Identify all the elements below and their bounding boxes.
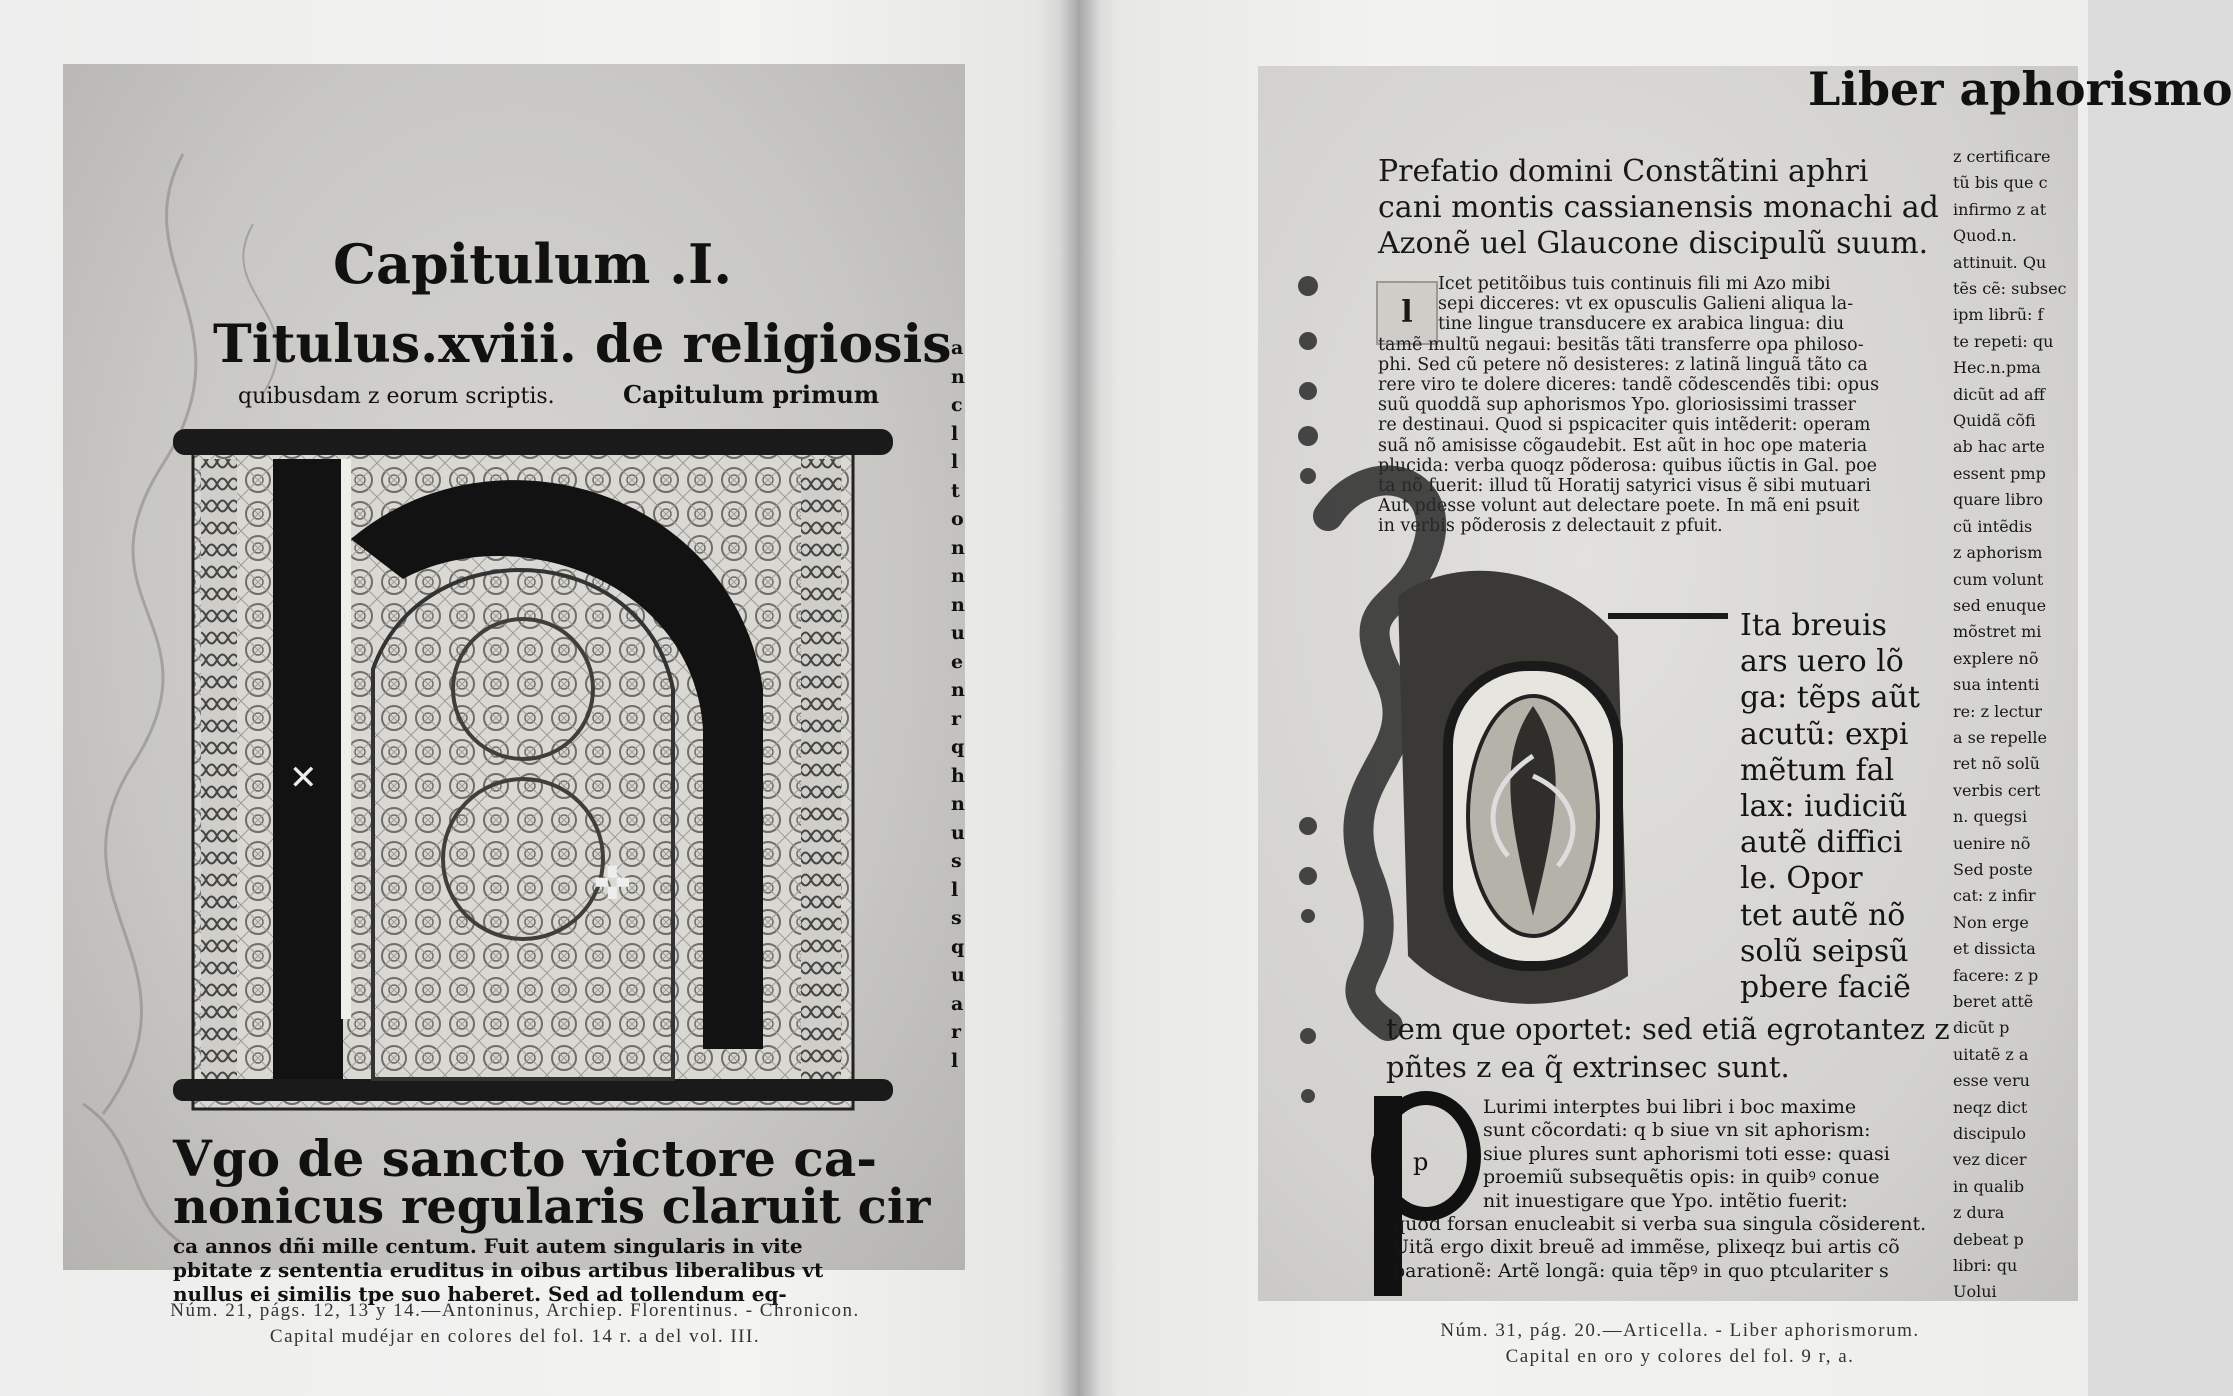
margin-letter: o: [951, 508, 964, 530]
p-line: parationẽ: Artẽ longã: quia tẽpꝰ in quo ptculariter s: [1393, 1259, 1889, 1282]
column-fragment: libri: qu: [1953, 1256, 2018, 1276]
column-fragment: attinuit. Qu: [1953, 252, 2047, 272]
right-text-column: [1740, 608, 1920, 1006]
body-line-3: ca annos dñi mille centum. Fuit autem singularis in vite: [173, 1234, 803, 1258]
margin-letter: a: [951, 992, 964, 1015]
column-fragment: esse veru: [1953, 1071, 2030, 1091]
text-line: phi. Sed cũ petere nõ desisteres: z latinã linguã tãto ca: [1378, 354, 1868, 375]
column-fragment: neqz dict: [1953, 1097, 2028, 1117]
margin-letter: a: [951, 337, 964, 359]
illuminated-capital-h: [173, 429, 893, 1149]
svg-text:✕: ✕: [289, 758, 318, 798]
margin-letter: l: [951, 878, 959, 901]
column-fragment: vez dicer: [1953, 1150, 2027, 1170]
preface-line-2: cani montis cassianensis monachi ad: [1378, 190, 1939, 225]
column-fragment: uenire nõ: [1953, 833, 2031, 853]
left-plate-photograph: [63, 64, 965, 1306]
text-line: Aut pdesse volunt aut delectare poete. In mã eni psuit: [1378, 496, 1860, 517]
column-fragment: essent pmp: [1953, 463, 2046, 483]
margin-letter: l: [951, 451, 959, 473]
margin-letter: h: [951, 764, 965, 787]
margin-letter: r: [951, 707, 962, 730]
column-fragment: explere nõ: [1953, 648, 2039, 668]
text-line: tamẽ multũ negaui: besitãs tãti transferre opa philoso-: [1378, 334, 1864, 355]
column-fragment: cat: z infir: [1953, 886, 2036, 906]
book-gutter: [1060, 0, 1100, 1396]
column-fragment: ipm librũ: f: [1953, 305, 2044, 325]
p-line: sunt cõcordati: q b siue vn sit aphorism:: [1483, 1119, 1871, 1142]
text-line: tine lingue transducere ex arabica lingua: diu: [1438, 314, 1845, 335]
column-fragment: dicũt ad aff: [1953, 384, 2045, 404]
left-page: [0, 0, 1080, 1396]
column-fragment: ret nõ solũ: [1953, 754, 2040, 774]
far-right-column: [1953, 144, 2078, 1306]
margin-letter: n: [951, 565, 965, 587]
text-line: plucida: verba quoqz põderosa: quibus iũctis in Gal. poe: [1378, 455, 1878, 476]
column-fragment: facere: z p: [1953, 965, 2039, 985]
column-fragment: ab hac arte: [1953, 437, 2045, 457]
column-fragment: tẽs cẽ: subsec: [1953, 279, 2067, 299]
column-fragment: cũ intẽdis: [1953, 516, 2033, 536]
column-fragment: Uolui: [1953, 1282, 1997, 1302]
column-line: pbere faciẽ: [1740, 970, 1911, 1006]
text-line: suũ quoddã sup aphorismos Ypo. gloriosissimi trasser: [1378, 395, 1856, 416]
margin-letter: u: [951, 622, 965, 644]
text-line: ta nõ fuerit: illud tũ Horatij satyrici visus ẽ sibi mutuari: [1378, 476, 1871, 497]
subline-right: Capitulum primum: [623, 380, 880, 409]
left-caption-line-2: Capital mudéjar en colores del fol. 14 r. a del vol. III.: [269, 1326, 761, 1347]
margin-letter: s: [951, 850, 962, 872]
p-text-block: [1393, 1096, 1926, 1283]
text-line: sepi dicceres: vt ex opusculis Galieni aliqua la-: [1438, 294, 1854, 315]
wide-line-2: pñtes z ea q̃ extrinsec sunt.: [1386, 1050, 1790, 1084]
text-line: Icet petitõibus tuis continuis fili mi Azo mibi: [1438, 274, 1831, 294]
p-line: nit inuestigare que Ypo. intẽtio fuerit:: [1483, 1189, 1848, 1212]
margin-letter: c: [951, 394, 963, 416]
column-fragment: te repeti: qu: [1953, 331, 2054, 351]
right-caption-line-1: Núm. 31, pág. 20.—Articella. - Liber aphorismorum.: [1440, 1320, 1920, 1341]
column-fragment: debeat p: [1953, 1229, 2024, 1249]
column-fragment: mõstret mi: [1953, 622, 2042, 642]
column-fragment: n. quegsi: [1953, 807, 2028, 827]
column-fragment: sed enuque: [1953, 595, 2047, 615]
margin-letter: q: [951, 935, 965, 958]
p-initial-letter: p: [1413, 1148, 1429, 1176]
column-fragment: discipulo: [1953, 1124, 2026, 1144]
wide-line-1: tem que oportet: sed etiã egrotantez z: [1386, 1012, 1950, 1046]
preface-line-3: Azonẽ uel Glaucone discipulũ suum.: [1378, 226, 1929, 261]
margin-letter: s: [951, 907, 962, 929]
column-line: le. Opor: [1740, 861, 1863, 897]
column-fragment: Quidã cõfi: [1953, 411, 2036, 431]
svg-text:✜: ✜: [593, 856, 632, 910]
column-fragment: Non erge: [1953, 912, 2029, 932]
p-line: Lurimi interptes bui libri i boc maxime: [1483, 1096, 1857, 1118]
body-line-1: Vgo de sancto victore ca-: [173, 1129, 877, 1188]
column-line: solũ seipsũ: [1740, 933, 1909, 969]
column-line: ars uero lõ: [1740, 644, 1904, 680]
column-line: acutũ: expi: [1740, 716, 1909, 752]
right-plate-photograph: [1258, 62, 2233, 1302]
p-line: Uitã ergo dixit breuẽ ad immẽse, plixeqz bui artis cõ: [1393, 1236, 1900, 1259]
column-fragment: z aphorism: [1953, 543, 2043, 563]
titulus-line: Titulus.xviii. de religiosis: [213, 314, 952, 375]
right-caption-line-2: Capital en oro y colores del fol. 9 r, a.: [1505, 1346, 1855, 1367]
margin-letter: r: [951, 1021, 962, 1043]
column-line: Ita breuis: [1740, 608, 1887, 643]
margin-letter: t: [951, 479, 960, 502]
column-fragment: Hec.n.pma: [1953, 358, 2041, 378]
p-line: quod forsan enucleabit si verba sua singula cõsiderent.: [1393, 1213, 1927, 1236]
column-line: autẽ diffici: [1740, 825, 1903, 861]
margin-letter: n: [951, 536, 965, 559]
column-line: mẽtum fal: [1740, 752, 1895, 788]
body-line-2: nonicus regularis claruit cir: [173, 1179, 931, 1235]
p-line: proemiũ subsequẽtis opis: in quibꝰ conue: [1483, 1166, 1880, 1189]
text-line: rere viro te dolere diceres: tandẽ cõdescendẽs tibi: opus: [1378, 375, 1880, 396]
column-fragment: verbis cert: [1953, 780, 2041, 800]
column-fragment: beret attẽ: [1953, 992, 2034, 1011]
margin-letter: n: [951, 793, 965, 815]
column-fragment: uitatẽ z a: [1953, 1044, 2029, 1064]
preface-line-1: Prefatio domini Constãtini aphri: [1378, 154, 1869, 189]
right-page: [1080, 0, 2233, 1396]
column-line: lax: iudiciũ: [1740, 789, 1908, 825]
subline-left: quibusdam z eorum scriptis.: [238, 384, 555, 409]
margin-letter: n: [951, 365, 965, 388]
right-caption: [1290, 1318, 2070, 1370]
column-line: ga: tẽps aũt: [1740, 680, 1920, 716]
column-fragment: tũ bis que c: [1953, 173, 2048, 193]
margin-letter: e: [951, 650, 964, 673]
margin-letter: n: [951, 679, 965, 701]
margin-letter: u: [951, 821, 965, 844]
illuminated-capital-v: [1308, 456, 1728, 1036]
column-fragment: sua intenti: [1953, 675, 2040, 695]
column-fragment: z certificare: [1953, 147, 2051, 166]
margin-letter: n: [951, 593, 965, 616]
column-fragment: z dura: [1953, 1203, 2005, 1223]
small-initial: l: [1401, 295, 1413, 330]
text-line: suã nõ amisisse cõgaudebit. Est aũt in hoc ope materia: [1378, 435, 1868, 456]
column-fragment: re: z lectur: [1953, 701, 2043, 721]
column-fragment: et dissicta: [1953, 939, 2036, 959]
margin-letter: l: [951, 1049, 959, 1072]
margin-letters-column: [951, 334, 965, 1075]
column-fragment: cum volunt: [1953, 569, 2044, 589]
text-line: in verbis põderosis z delectauit z pfuit.: [1378, 516, 1723, 537]
column-fragment: infirmo z at: [1953, 199, 2047, 219]
column-fragment: a se repelle: [1953, 727, 2047, 747]
left-caption: [60, 1298, 970, 1350]
running-head: Liber aphorismo: [1808, 62, 2233, 116]
column-line: tet autẽ nõ: [1740, 897, 1906, 933]
column-fragment: dicũt p: [1953, 1018, 2010, 1038]
text-line: re destinaui. Quod si pspicaciter quis intẽderit: operam: [1378, 415, 1871, 436]
margin-letter: q: [951, 736, 965, 758]
p-line: siue plures sunt aphorismi toti esse: quasi: [1483, 1142, 1890, 1165]
heading-capitulum: Capitulum .I.: [333, 232, 733, 296]
body-line-5: nullus ei similis tpe suo haberet. Sed ad tollendum eq-: [173, 1282, 787, 1306]
column-fragment: Sed poste: [1953, 859, 2033, 879]
column-fragment: in qualib: [1953, 1176, 2025, 1196]
margin-letter: u: [951, 964, 965, 986]
margin-letter: l: [951, 422, 959, 445]
column-fragment: Quod.n.: [1953, 226, 2017, 246]
left-caption-line-1: Núm. 21, págs. 12, 13 y 14.—Antoninus, Archiep. Florentinus. - Chronicon.: [170, 1300, 860, 1321]
column-fragment: quare libro: [1953, 490, 2044, 510]
body-line-4: pbitate z sententia eruditus in oibus artibus liberalibus vt: [173, 1258, 824, 1282]
